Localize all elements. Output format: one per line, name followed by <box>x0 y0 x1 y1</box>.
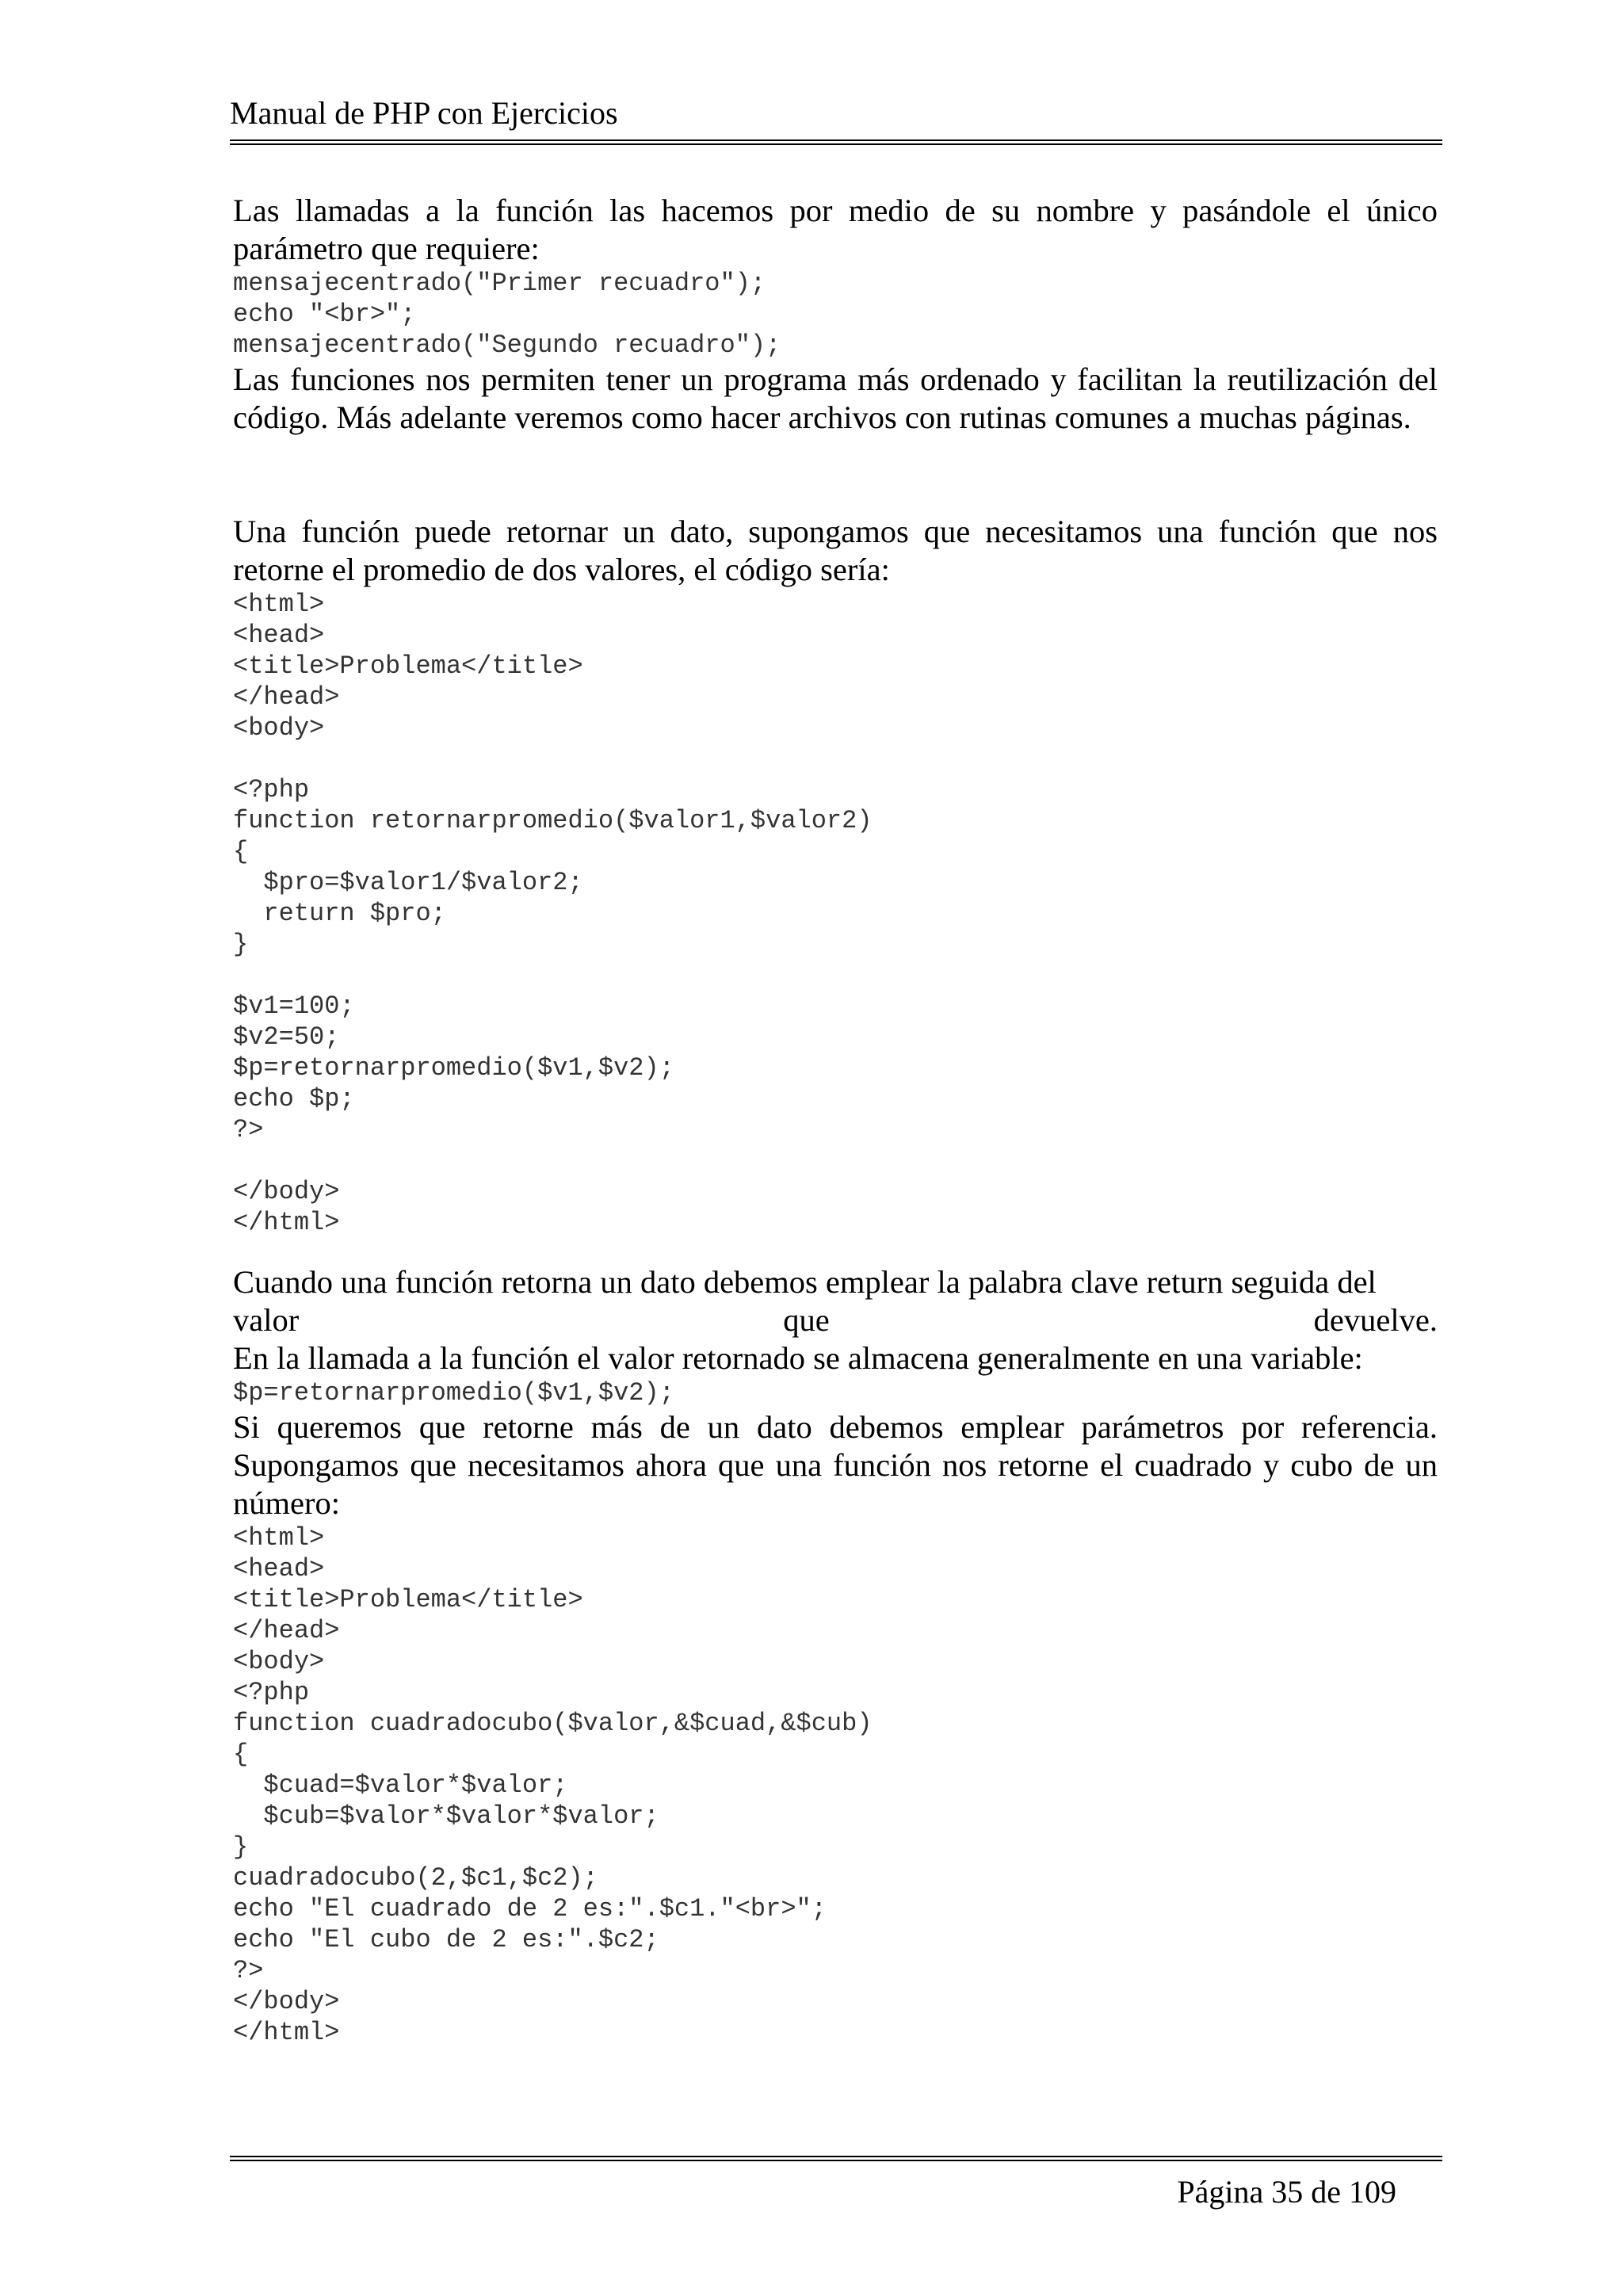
code-block-cuadradocubo: <html> <head> <title>Problema</title> </head> <body> <?php function cuadradocubo($valor,&$cuad,&$cub) { $cuad=$valor*$valor; $cub=$valor*$valor*$valor; } cuadradocubo(2,$c1,$c2); echo "El cuadrado de 2 es:".$c1."<br>"; echo "El cubo de 2 es:".$c2; ?> </body> </html> <box>233 1523 873 2047</box>
page-number: Página 35 de 109 <box>1177 2174 1396 2210</box>
section-gap <box>233 437 1438 513</box>
word-que: que <box>783 1302 830 1338</box>
page-content <box>233 192 1438 2048</box>
word-valor: valor <box>233 1302 300 1338</box>
code-block-retornarpromedio: <html> <head> <title>Problema</title> </head> <body> <?php function retornarpromedio($valor1,$valor2) { $pro=$valor1/$valor2; return $pro; } $v1=100; $v2=50; $p=retornarpromedio($v1,$v2); echo $p; ?> </body> </html> <box>233 590 873 1237</box>
paragraph-return-keyword-last-line <box>233 1301 1438 1339</box>
block-gap <box>233 1238 1438 1263</box>
page-header <box>230 94 1442 145</box>
paragraph-functions-benefits: Las funciones nos permiten tener un programa más ordenado y facilitan la reutilización del código. Más adelante veremos como hacer archivos con rutinas comunes a muchas páginas. <box>233 361 1438 435</box>
paragraph-reference-params: Si queremos que retorne más de un dato debemos emplear parámetros por referencia. Supongamos que necesitamos ahora que una función nos retorne el cuadrado y cubo de un número: <box>233 1409 1438 1521</box>
paragraph-function-calls: Las llamadas a la función las hacemos por medio de su nombre y pasándole el único parámetro que requiere: <box>233 193 1438 266</box>
paragraph-return-keyword: Cuando una función retorna un dato debemos emplear la palabra clave return seguida del <box>233 1264 1377 1300</box>
paragraph-return-value: Una función puede retornar un dato, supongamos que necesitamos una función que nos retorne el promedio de dos valores, el código sería: <box>233 514 1438 587</box>
code-line-assignment: $p=retornarpromedio($v1,$v2); <box>233 1378 674 1408</box>
footer-rule <box>230 2156 1442 2161</box>
page-footer <box>230 2156 1442 2212</box>
header-rule <box>230 139 1442 145</box>
paragraph-stored-variable: En la llamada a la función el valor retornado se almacena generalmente en una variable: <box>233 1340 1363 1376</box>
code-block-calls: mensajecentrado("Primer recuadro"); echo "<br>"; mensajecentrado("Segundo recuadro"); <box>233 269 781 360</box>
word-devuelve: devuelve. <box>1313 1302 1438 1338</box>
document-title: Manual de PHP con Ejercicios <box>230 95 618 131</box>
